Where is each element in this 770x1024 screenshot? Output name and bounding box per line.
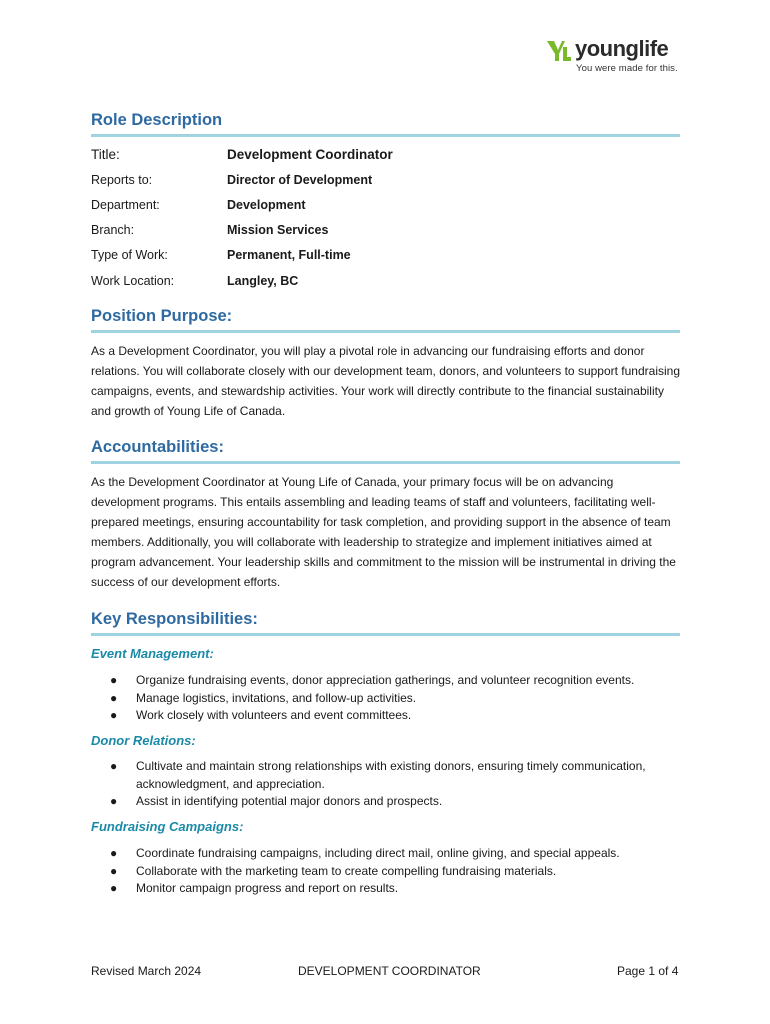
fundraising-campaigns-list <box>110 845 670 898</box>
list-item-text: Work closely with volunteers and event committees. <box>136 708 412 722</box>
info-row-type-of-work <box>91 248 680 266</box>
heading-divider <box>91 461 680 464</box>
event-management-heading: Event Management: <box>91 646 214 661</box>
accountabilities-text: As the Development Coordinator at Young Life of Canada, your primary focus will be on advancing development programs. This entails assembling and leading teams of staff and volunteers, facilitating well-prepared meetings, ensuring accountability for task completion, and providing support in the absence of team members. Additionally, you will collaborate with leadership to strategize and implement initiatives aimed at program advancement. Your leadership skills and commitment to the mission will be instrumental in driving the success of our development efforts. <box>91 475 676 589</box>
heading-divider <box>91 633 680 636</box>
info-row-title <box>91 147 680 165</box>
footer-revised-date: Revised March 2024 <box>91 964 202 978</box>
info-label: Work Location: <box>91 274 175 288</box>
list-item-text: Organize fundraising events, donor appreciation gatherings, and volunteer recognition events. <box>136 673 635 687</box>
brand-name: younglife <box>575 36 669 61</box>
younglife-mark-icon <box>546 39 572 63</box>
list-item <box>110 793 670 811</box>
younglife-logo <box>546 38 682 78</box>
info-value: Mission Services <box>227 223 329 237</box>
bullet-icon: ● <box>110 759 118 773</box>
list-item <box>110 690 670 708</box>
donor-relations-list <box>110 758 670 811</box>
role-description-heading: Role Description <box>91 111 223 129</box>
bullet-icon: ● <box>110 690 118 705</box>
donor-relations-heading: Donor Relations: <box>91 733 196 748</box>
footer-document-title: DEVELOPMENT COORDINATOR <box>298 964 481 978</box>
bullet-icon: ● <box>110 673 118 687</box>
list-item <box>110 707 670 725</box>
list-item <box>110 880 670 898</box>
accountabilities-heading: Accountabilities: <box>91 438 224 456</box>
info-label: Reports to: <box>91 173 153 187</box>
info-label: Title: <box>91 147 120 162</box>
bullet-icon: ● <box>110 708 118 722</box>
list-item-text: Manage logistics, invitations, and follow-up activities. <box>136 690 417 705</box>
fundraising-campaigns-heading: Fundraising Campaigns: <box>91 819 244 834</box>
list-item-text: Coordinate fundraising campaigns, including direct mail, online giving, and special appeals. <box>136 846 620 860</box>
info-value: Permanent, Full-time <box>227 248 351 262</box>
bullet-icon: ● <box>110 863 118 878</box>
event-management-list <box>110 672 670 725</box>
key-responsibilities-heading: Key Responsibilities: <box>91 610 258 628</box>
list-item-text: Collaborate with the marketing team to create compelling fundraising materials. <box>136 863 557 878</box>
info-value: Langley, BC <box>227 274 299 288</box>
heading-divider <box>91 134 680 137</box>
info-value: Development <box>227 198 306 212</box>
info-row-reports-to <box>91 173 680 191</box>
list-item <box>110 672 670 690</box>
info-value: Director of Development <box>227 173 373 187</box>
list-item-text: Cultivate and maintain strong relationships with existing donors, ensuring timely communication, acknowledgment, and appreciation. <box>136 759 646 791</box>
position-purpose-text: As a Development Coordinator, you will play a pivotal role in advancing our fundraising efforts and donor relations. You will collaborate closely with our development team, donors, and volunteers to support fundraising campaigns, events, and stewardship activities. Your work will directly contribute to the financial sustainability and growth of Young Life of Canada. <box>91 344 681 418</box>
footer-page-number: Page 1 of 4 <box>617 964 679 978</box>
info-value: Development Coordinator <box>227 147 393 162</box>
bullet-icon: ● <box>110 881 118 895</box>
list-item-text: Monitor campaign progress and report on results. <box>136 881 399 895</box>
list-item <box>110 863 670 881</box>
info-row-department <box>91 198 680 216</box>
info-row-work-location <box>91 274 680 292</box>
list-item <box>110 758 670 793</box>
bullet-icon: ● <box>110 846 118 860</box>
position-purpose-heading: Position Purpose: <box>91 307 233 325</box>
heading-divider <box>91 330 680 333</box>
brand-tagline: You were made for this. <box>576 63 678 74</box>
info-label: Department: <box>91 198 160 212</box>
list-item-text: Assist in identifying potential major donors and prospects. <box>136 794 443 808</box>
bullet-icon: ● <box>110 794 118 808</box>
info-row-branch <box>91 223 680 241</box>
info-label: Branch: <box>91 223 135 237</box>
info-label: Type of Work: <box>91 248 168 262</box>
list-item <box>110 845 670 863</box>
